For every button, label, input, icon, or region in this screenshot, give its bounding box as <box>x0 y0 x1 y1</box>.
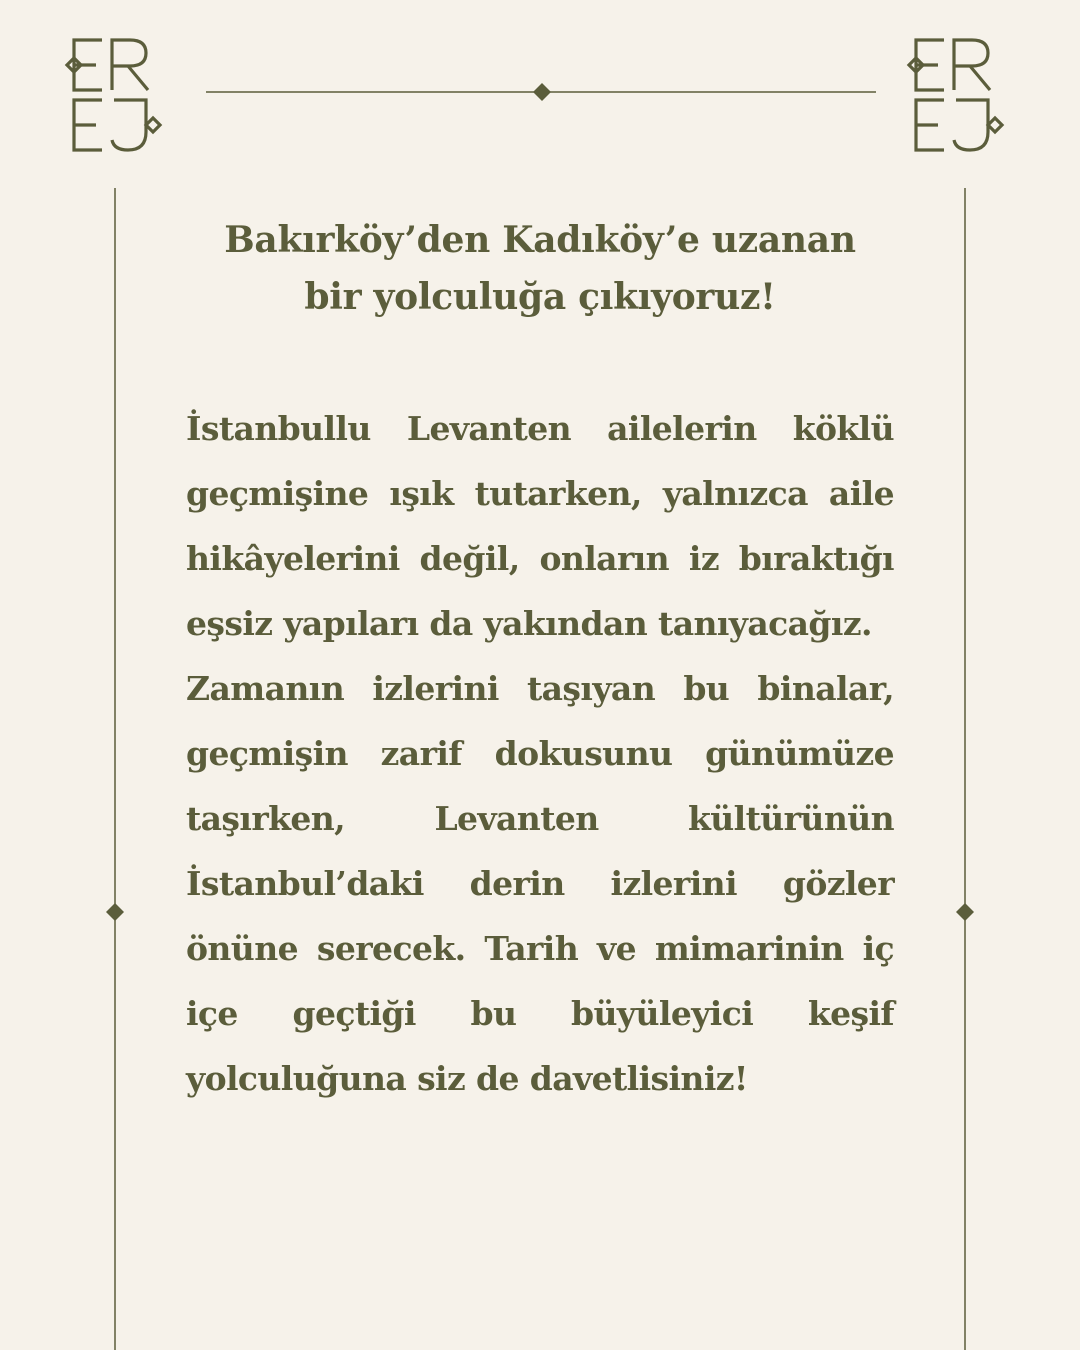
er-ej-monogram-icon <box>904 36 1016 158</box>
paragraph-2: Zamanın izlerini taşıyan bu binalar, geçmişin zarif dokusunu günümüze taşırken, Levanten kültürünün İstanbul’daki derin izlerini gözler önüne serecek. Tarih ve mimarinin iç içe geçtiği bu büyüleyici keşif yolculuğuna siz de davetlisiniz! <box>186 669 894 1098</box>
body-text <box>186 396 894 1111</box>
headline-line-2: bir yolculuğa çıkıyoruz! <box>304 276 776 318</box>
er-ej-monogram-icon <box>62 36 174 158</box>
main-content <box>186 212 894 1111</box>
diamond-icon <box>533 83 551 101</box>
diamond-icon <box>956 903 974 921</box>
diamond-icon <box>106 903 124 921</box>
headline-line-1: Bakırköy’den Kadıköy’e uzanan <box>224 219 856 261</box>
headline <box>186 212 894 326</box>
paragraph-1: İstanbullu Levanten ailelerin köklü geçmişine ışık tutarken, yalnızca aile hikâyelerini değil, onların iz bıraktığı eşsiz yapıları da yakından tanıyacağız. <box>186 409 894 643</box>
